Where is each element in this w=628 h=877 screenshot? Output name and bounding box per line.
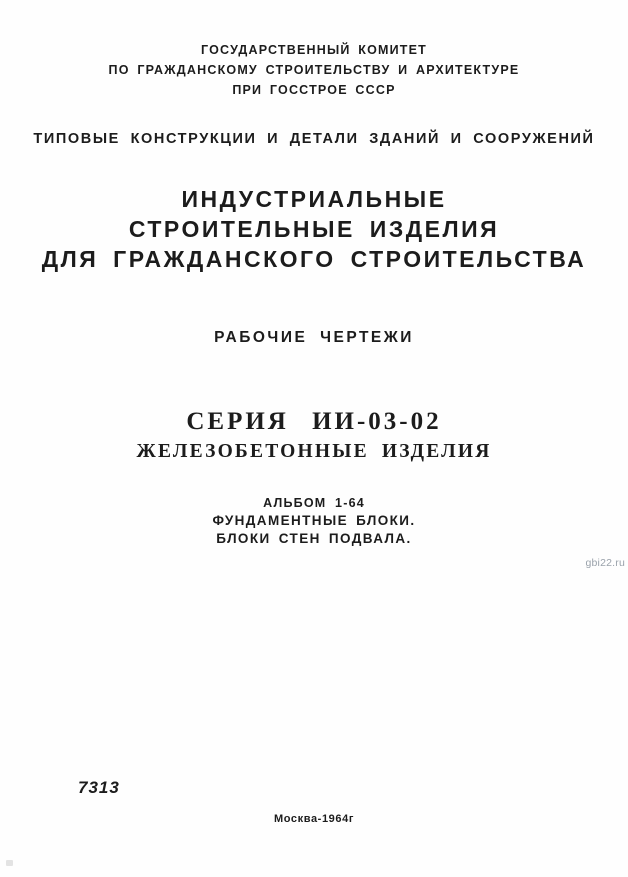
page-title (0, 184, 628, 274)
series-name: ЖЕЛЕЗОБЕТОННЫЕ ИЗДЕЛИЯ (136, 441, 492, 462)
album-line1: ФУНДАМЕНТНЫЕ БЛОКИ. (212, 513, 416, 528)
working-drawings-subtitle: РАБОЧИЕ ЧЕРТЕЖИ (214, 329, 414, 346)
series-block (0, 406, 628, 465)
scan-artifact (6, 860, 13, 866)
committee-header (0, 40, 628, 100)
committee-header-line3: ПРИ ГОССТРОЕ СССР (232, 83, 396, 97)
committee-header-line1: ГОСУДАРСТВЕННЫЙ КОМИТЕТ (200, 43, 428, 57)
site-watermark: gbi22.ru (585, 557, 625, 569)
page-title-line2: СТРОИТЕЛЬНЫЕ ИЗДЕЛИЯ (128, 216, 500, 242)
imprint-moscow-year: Москва-1964г (273, 813, 354, 825)
album-line2: БЛОКИ СТЕН ПОДВАЛА. (216, 531, 412, 546)
album-number: АЛЬБОМ 1-64 (263, 496, 365, 510)
series-number: СЕРИЯ ИИ-03-02 (186, 408, 442, 435)
typical-constructions-line: ТИПОВЫЕ КОНСТРУКЦИИ И ДЕТАЛИ ЗДАНИЙ И СООРУЖЕНИЙ (33, 131, 595, 147)
document-number: 7313 (78, 778, 120, 797)
committee-header-line2: ПО ГРАЖДАНСКОМУ СТРОИТЕЛЬСТВУ И АРХИТЕКТУРЕ (108, 63, 520, 77)
page-title-line1: ИНДУСТРИАЛЬНЫЕ (181, 186, 447, 212)
album-block (0, 494, 628, 548)
page-title-line3: ДЛЯ ГРАЖДАНСКОГО СТРОИТЕЛЬСТВА (41, 246, 587, 272)
